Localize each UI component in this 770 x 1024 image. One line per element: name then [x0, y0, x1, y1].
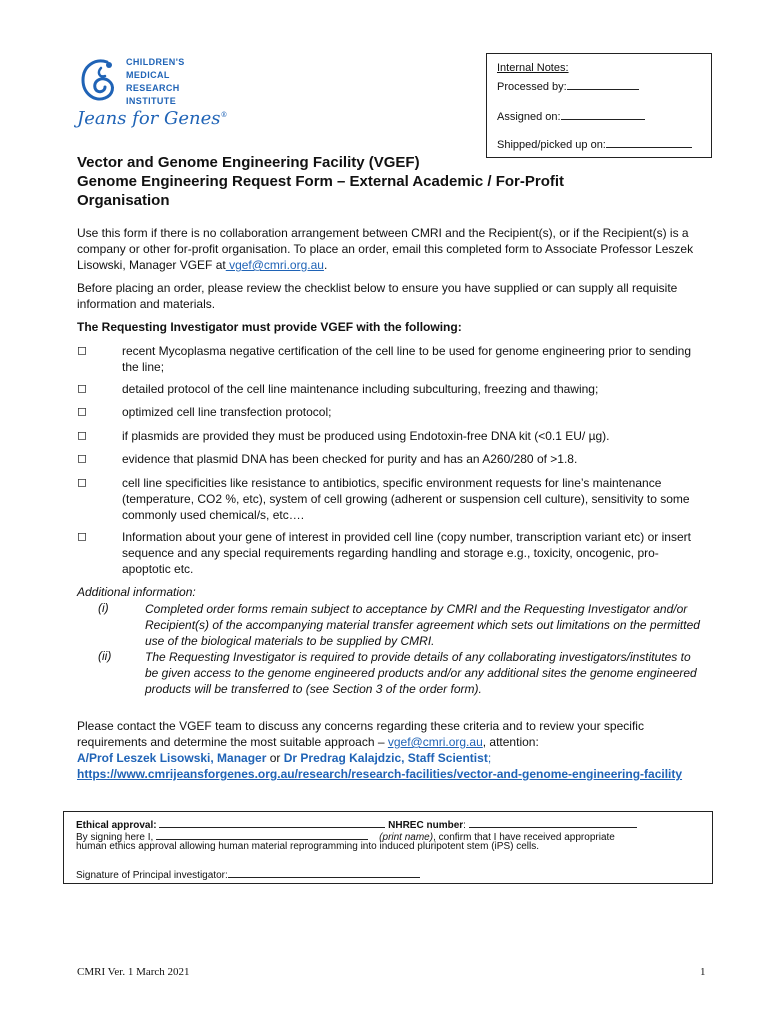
- checklist-item: cell line specificities like resistance to antibiotics, specific environment requests for line’s maintenance (temperature, CO2 %, etc), system of cell growing (adherent or suspension cell culture), sensitivity to some commonly used chemical/s, etc….: [122, 476, 690, 522]
- additional-heading: Additional information:: [77, 585, 196, 599]
- checkbox[interactable]: ◻: [77, 404, 87, 418]
- additional-num: (i): [98, 601, 109, 615]
- processed-by-field: Processed by:: [497, 79, 639, 93]
- checklist-item: detailed protocol of the cell line maintenance including subculturing, freezing and thawing;: [122, 382, 599, 396]
- before-paragraph: Before placing an order, please review the checklist below to ensure you have supplied or can supply all requisite information and materials.: [77, 281, 678, 311]
- processed-by-line[interactable]: [567, 79, 639, 90]
- assigned-on-field: Assigned on:: [497, 109, 645, 123]
- checklist-item: if plasmids are provided they must be produced using Endotoxin-free DNA kit (<0.1 EU/ µg).: [122, 429, 610, 443]
- title-line-3: Organisation: [77, 192, 170, 209]
- signing-row: By signing here I, (print name), confirm that I have received appropriate: [76, 829, 615, 843]
- logo-line: CHILDREN'S: [126, 57, 185, 67]
- contact-email-link[interactable]: vgef@cmri.org.au: [387, 735, 483, 749]
- jeans-for-genes-logo: [77, 108, 228, 129]
- checklist-item: evidence that plasmid DNA has been checked for purity and has an A260/280 of >1.8.: [122, 452, 578, 466]
- checkbox[interactable]: ◻: [77, 529, 87, 543]
- title-line-2: Genome Engineering Request Form – External Academic / For-Profit: [77, 173, 565, 190]
- notes-heading: Internal Notes:: [497, 62, 569, 74]
- checkbox[interactable]: ◻: [77, 343, 87, 357]
- logo-line: INSTITUTE: [126, 96, 177, 106]
- logo-line: RESEARCH: [126, 83, 180, 93]
- contact-person-2: Dr Predrag Kalajdzic, Staff Scientist: [283, 751, 488, 765]
- title-line-1: Vector and Genome Engineering Facility (VGEF): [77, 154, 420, 171]
- checkbox[interactable]: ◻: [77, 381, 87, 395]
- assigned-on-line[interactable]: [561, 109, 645, 120]
- checklist-item: optimized cell line transfection protocol;: [122, 405, 332, 419]
- footer-version: CMRI Ver. 1 March 2021: [77, 966, 190, 978]
- contact-paragraph: Please contact the VGEF team to discuss any concerns regarding these criteria and to review your specific requirements and determine the most suitable approach – vgef@cmri.org.au, attention: A/Prof Leszek Lisowski, Manager or Dr Predrag Kalajdzic, Staff Scientist; https://www.cmrijeansforgenes.org.au/research/research-facilities/vector-and-genome-engineering-facility: [77, 719, 683, 781]
- page-title: [77, 153, 717, 210]
- internal-notes-box: [486, 53, 712, 158]
- requirements-heading: The Requesting Investigator must provide VGEF with the following:: [77, 320, 462, 334]
- page-number: 1: [700, 966, 706, 978]
- print-name-line[interactable]: [156, 829, 368, 840]
- additional-item: Completed order forms remain subject to acceptance by CMRI and the Requesting Investigator and/or Recipient(s) of the accompanying material transfer agreement which sets out limitations on the permitted use of the biological materials to be supplied by CMRI.: [145, 602, 700, 648]
- contact-person-1: A/Prof Leszek Lisowski, Manager: [77, 751, 267, 765]
- ethics-line-2: human ethics approval allowing human material reprogramming into induced pluripotent stem (iPS) cells.: [76, 841, 540, 852]
- ethical-approval-line[interactable]: [159, 817, 385, 828]
- cmri-logo-icon: [77, 56, 121, 106]
- checkbox[interactable]: ◻: [77, 451, 87, 465]
- vgef-email-link[interactable]: vgef@cmri.org.au: [225, 258, 324, 272]
- facility-url-link[interactable]: https://www.cmrijeansforgenes.org.au/research/research-facilities/vector-and-genome-engineering-facility: [77, 767, 683, 781]
- logo-text: [126, 56, 185, 108]
- signature-row: Signature of Principal investigator:: [76, 867, 420, 881]
- additional-num: (ii): [98, 649, 112, 663]
- additional-item: The Requesting Investigator is required to provide details of any collaborating investigators/institutes to be given access to the genome engineered products and/or any additional sites the genome engineered products will be transferred to (see Section 3 of the order form).: [145, 650, 697, 696]
- shipped-line[interactable]: [606, 137, 692, 148]
- signature-line[interactable]: [228, 867, 420, 878]
- intro-paragraph: Use this form if there is no collaboration arrangement between CMRI and the Recipient(s), or if the Recipient(s) is a company or other for-profit organisation. To place an order, email this completed form to Associate Professor Leszek Lisowski, Manager VGEF at vgef@cmri.org.au.: [77, 226, 694, 272]
- ethics-box: [63, 811, 713, 884]
- registered-mark: ®: [220, 111, 228, 119]
- checkbox[interactable]: ◻: [77, 428, 87, 442]
- logo-script-text: Jeans for Genes: [77, 108, 221, 129]
- checklist-item: Information about your gene of interest in provided cell line (copy number, transcription variant etc) or insert sequence and any special requirements regarding handling and storage e.g., toxicity, oncogenic, pro-apoptotic etc.: [122, 530, 691, 576]
- checklist-item: recent Mycoplasma negative certification of the cell line to be used for genome engineering prior to sending the line;: [122, 344, 691, 374]
- logo-line: MEDICAL: [126, 70, 170, 80]
- nhrec-line[interactable]: [469, 817, 637, 828]
- checkbox[interactable]: ◻: [77, 475, 87, 489]
- shipped-field: Shipped/picked up on:: [497, 137, 692, 151]
- ethical-approval-row: Ethical approval: NHREC number:: [76, 817, 637, 831]
